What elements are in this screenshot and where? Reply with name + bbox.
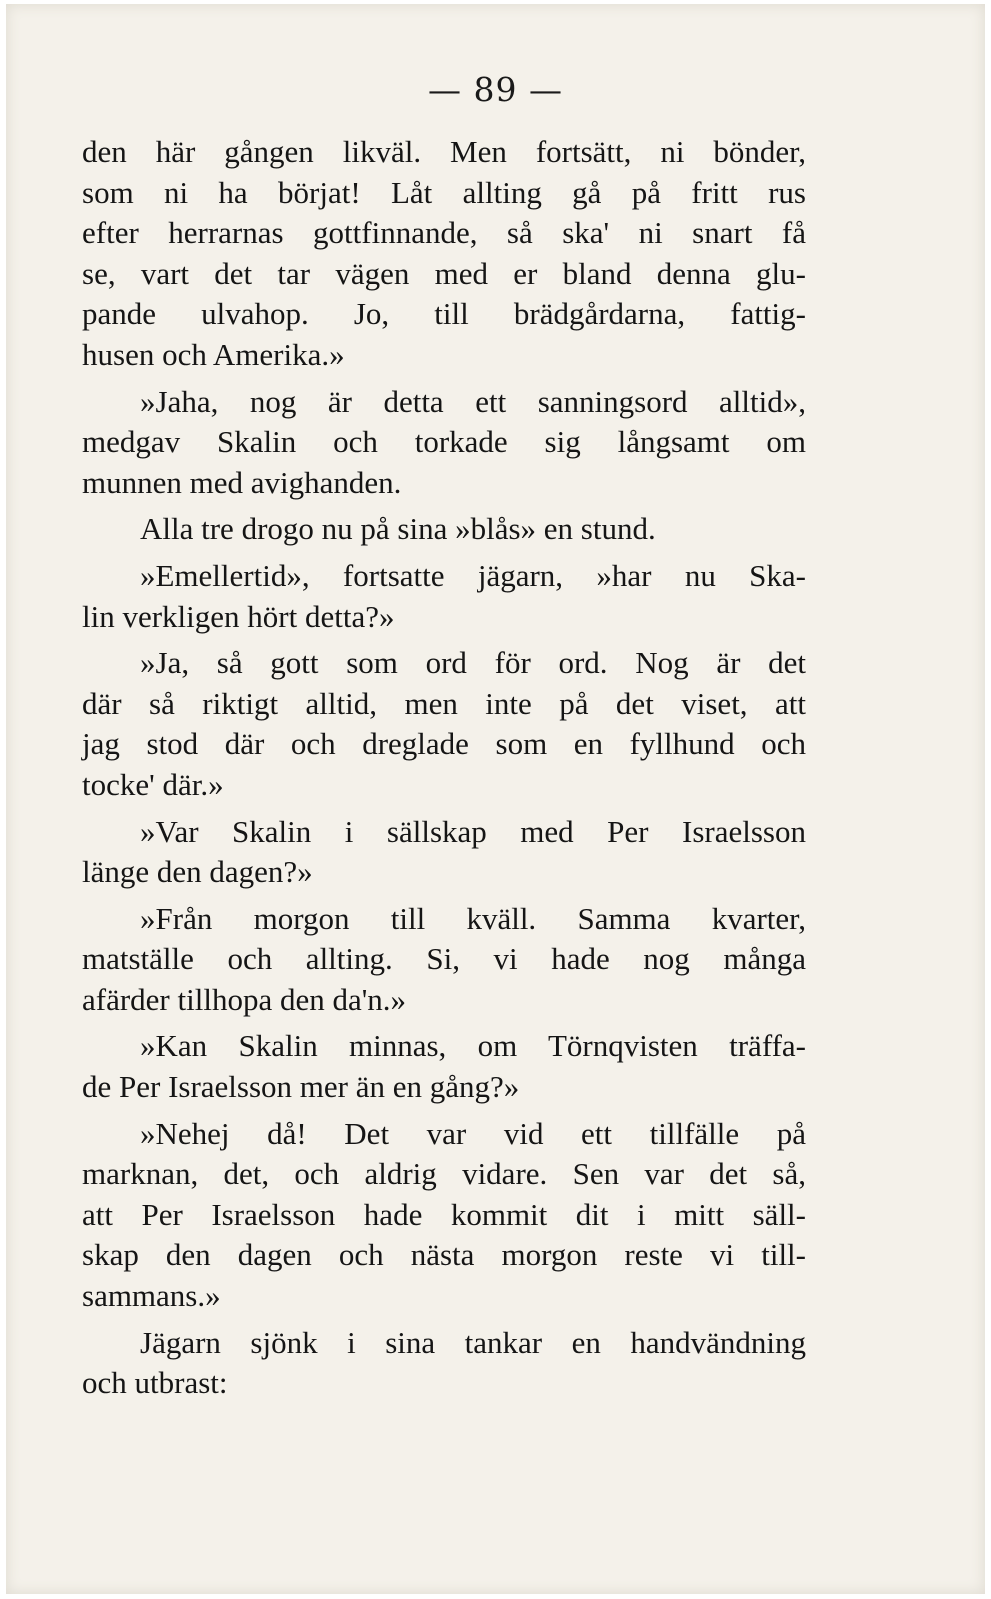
- text-line: se, vart det tar vägen med er bland denna glu-: [82, 255, 806, 291]
- text-line: som ni ha börjat! Låt allting gå på fritt rus: [82, 174, 806, 210]
- paragraph: [82, 1114, 806, 1317]
- paragraph: [82, 556, 806, 637]
- paragraph: [82, 132, 806, 376]
- text-line: skap den dagen och nästa morgon reste vi till-: [82, 1237, 806, 1273]
- paragraph: [82, 1323, 806, 1404]
- text-line: Alla tre drogo nu på sina »blås» en stund.: [140, 511, 656, 547]
- paragraph: [82, 382, 806, 504]
- text-line: pande ulvahop. Jo, till brädgårdarna, fattig-: [82, 296, 806, 332]
- text-line: »Från morgon till kväll. Samma kvarter,: [140, 900, 806, 936]
- text-line: länge den dagen?»: [82, 854, 313, 890]
- text-line: medgav Skalin och torkade sig långsamt om: [82, 424, 806, 460]
- paragraph: [82, 812, 806, 893]
- text-line: de Per Israelsson mer än en gång?»: [82, 1069, 520, 1105]
- text-line: »Ja, så gott som ord för ord. Nog är det: [140, 645, 806, 681]
- text-line: »Nehej då! Det var vid ett tillfälle på: [140, 1115, 806, 1151]
- text-line: »Kan Skalin minnas, om Törnqvisten träffa-: [140, 1028, 806, 1064]
- paragraph: [82, 1026, 806, 1107]
- body-text: [82, 132, 806, 1410]
- text-line: tocke' där.»: [82, 766, 224, 802]
- text-line: lin verkligen hört detta?»: [82, 598, 395, 634]
- text-line: Jägarn sjönk i sina tankar en handvändning: [140, 1324, 806, 1360]
- book-page: [6, 4, 985, 1594]
- text-line: sammans.»: [82, 1278, 221, 1314]
- page-number: — 89 —: [428, 70, 563, 109]
- text-line: och utbrast:: [82, 1365, 228, 1401]
- text-line: »Jaha, nog är detta ett sanningsord alltid»,: [140, 383, 806, 419]
- text-line: »Var Skalin i sällskap med Per Israelsson: [140, 813, 806, 849]
- text-line: efter herrarnas gottfinnande, så ska' ni snart få: [82, 215, 806, 251]
- text-line: marknan, det, och aldrig vidare. Sen var det så,: [82, 1156, 806, 1192]
- text-line: att Per Israelsson hade kommit dit i mitt säll-: [82, 1196, 806, 1232]
- paragraph: [82, 899, 806, 1021]
- paragraph: [82, 643, 806, 805]
- text-line: jag stod där och dreglade som en fyllhund och: [82, 726, 806, 762]
- paragraph: [82, 509, 806, 550]
- text-line: »Emellertid», fortsatte jägarn, »har nu Ska-: [140, 557, 806, 593]
- text-line: munnen med avighanden.: [82, 464, 402, 500]
- text-line: afärder tillhopa den da'n.»: [82, 981, 407, 1017]
- text-line: där så riktigt alltid, men inte på det viset, att: [82, 685, 806, 721]
- text-line: husen och Amerika.»: [82, 336, 345, 372]
- text-line: den här gången likväl. Men fortsätt, ni bönder,: [82, 134, 806, 169]
- text-line: matställe och allting. Si, vi hade nog många: [82, 941, 806, 977]
